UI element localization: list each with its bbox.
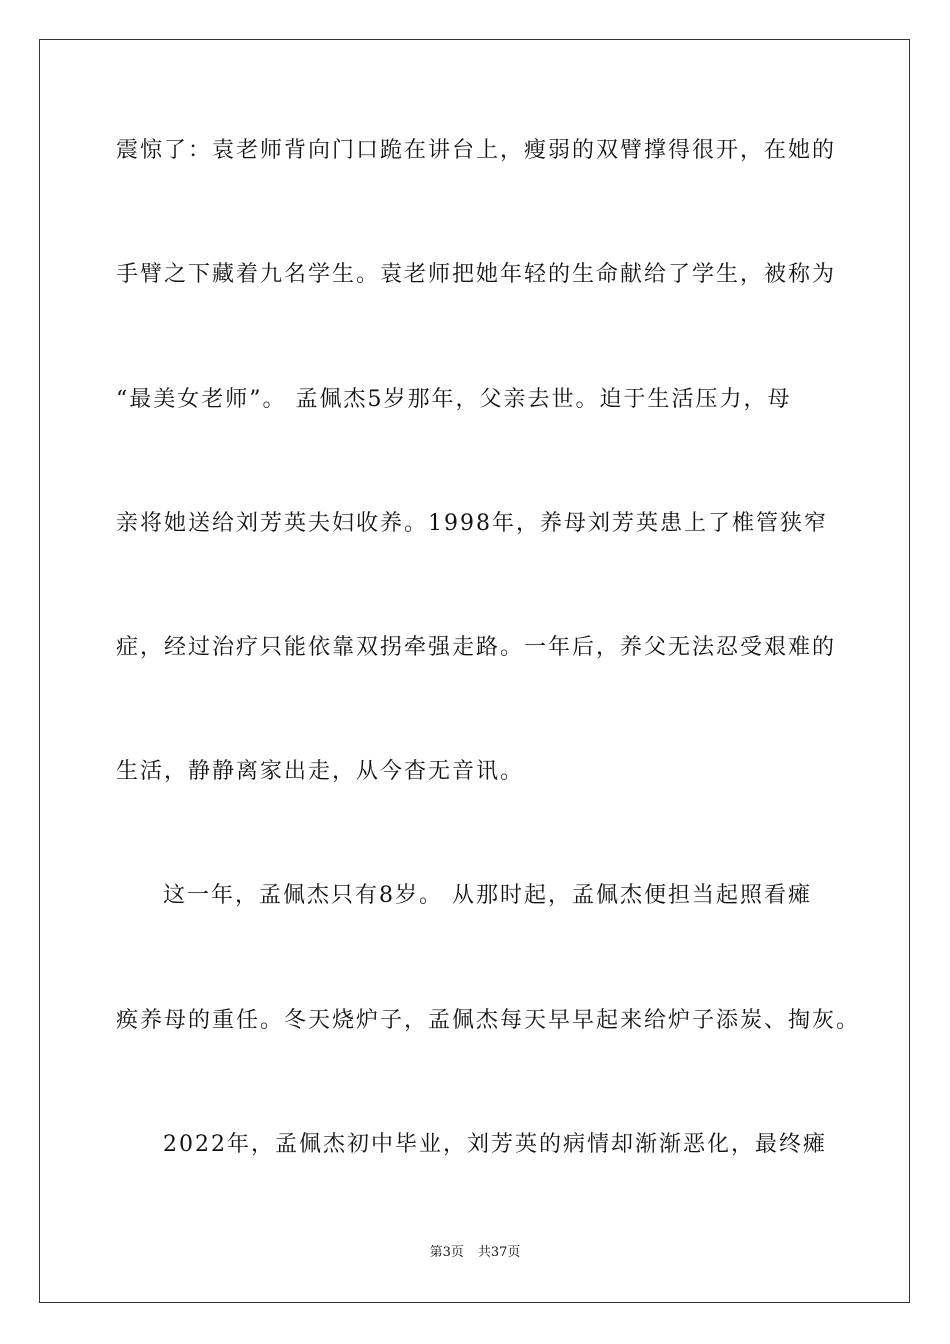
page-number: 第3页: [429, 1245, 464, 1260]
text-line-6: 生活，静静离家出走，从今杳无音讯。: [116, 759, 525, 784]
total-pages: 共37页: [477, 1245, 521, 1260]
text-line-8: 痪养母的重任。冬天烧炉子，孟佩杰每天早早起来给炉子添炭、掏灰。: [116, 1008, 861, 1033]
text-line-5: 症，经过治疗只能依靠双拐牵强走路。一年后，养父无法忍受艰难的: [116, 635, 837, 660]
text-line-4: 亲将她送给刘芳英夫妇收养。1998年，养母刘芳英患上了椎管狭窄: [116, 511, 828, 536]
text-line-3: “最美女老师”。 孟佩杰5岁那年，父亲去世。迫于生活压力，母: [116, 387, 792, 412]
text-line-9: 2022年，孟佩杰初中毕业，刘芳英的病情却渐渐恶化，最终瘫: [163, 1132, 827, 1157]
text-line-7: 这一年，孟佩杰只有8岁。 从那时起，孟佩杰便担当起照看瘫: [163, 883, 812, 908]
text-line-1: 震惊了：袁老师背向门口跪在讲台上，瘦弱的双臂撑得很开，在她的: [116, 138, 837, 163]
page-border: [39, 39, 910, 1303]
text-line-2: 手臂之下藏着九名学生。袁老师把她年轻的生命献给了学生，被称为: [116, 262, 837, 287]
page-footer: [0, 1244, 950, 1262]
